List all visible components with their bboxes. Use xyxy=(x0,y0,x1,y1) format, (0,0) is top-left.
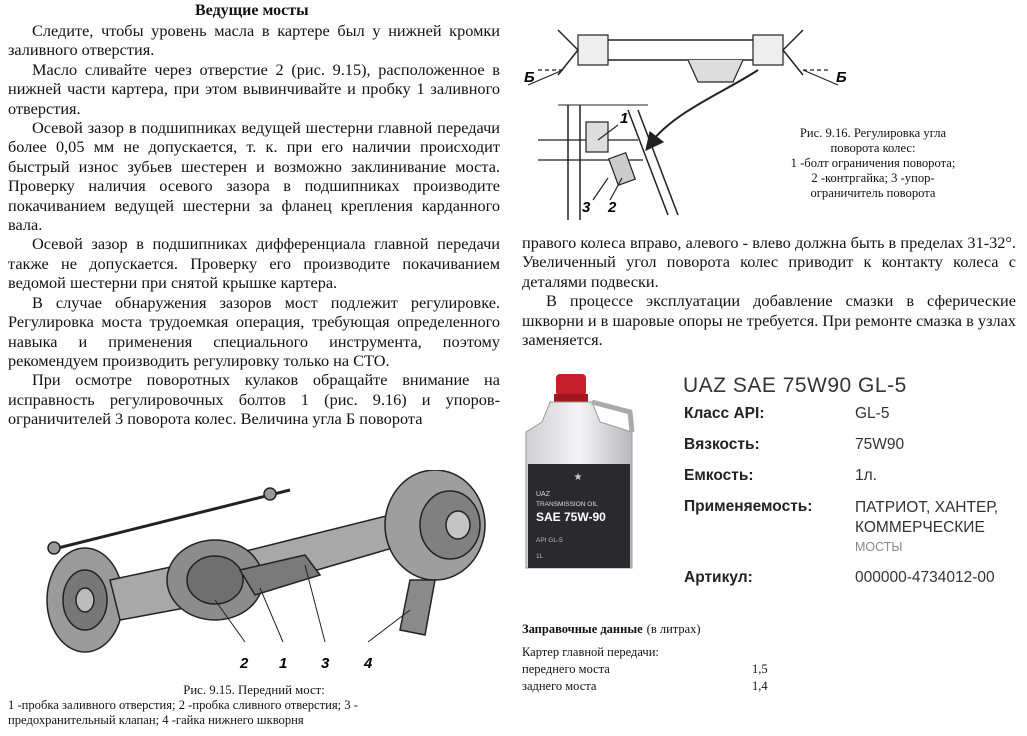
caption-line: 1 -болт ограничения поворота; xyxy=(790,156,956,170)
bottle-line: TRANSMISSION OIL xyxy=(536,501,598,508)
paragraph: В процессе эксплуатации добавление смазки в сферические шкворни и в шаровые опоры не требуется. При ремонте смазка в узлах заменяется. xyxy=(522,291,1016,350)
oil-bottle-image xyxy=(520,372,640,572)
fill-data-row-label: переднего моста xyxy=(522,662,610,676)
figure-915-legend xyxy=(8,698,500,728)
paragraph: Осевой зазор в подшипниках дифференциала главной передачи также не допускается. Проверку его производите покачиванием ведомой шестерни при снятой крышке картера. xyxy=(8,234,500,293)
fill-data-header xyxy=(522,620,701,638)
bottle-grade: SAE 75W-90 xyxy=(536,510,606,524)
fill-data-unit: (в литрах) xyxy=(646,622,701,636)
caption-line: ограничитель поворота xyxy=(810,186,936,200)
spec-value-capacity: 1л. xyxy=(855,467,877,484)
callout-4: 4 xyxy=(364,655,373,672)
callout-1: 1 xyxy=(620,110,629,127)
callout-3: 3 xyxy=(582,199,591,216)
product-title: UAZ SAE 75W90 GL-5 xyxy=(683,374,907,397)
spec-value-applicability: ПАТРИОТ, ХАНТЕР, КОММЕРЧЕСКИЕ xyxy=(855,499,999,536)
paragraph: Осевой зазор в подшипниках ведущей шестерни главной передачи более 0,05 мм не допускается, т. к. при его наличии происходит быстрый износ зубьев шестерен и возможно заклинивание моста. Проверку наличия осевого зазора в подшипниках производите покачиванием ведущей шестерни за фланец крепления карданного вала. xyxy=(8,118,500,235)
spec-value-article: 000000-4734012-00 xyxy=(855,569,995,586)
left-column-text xyxy=(8,21,500,429)
angle-label-right: Б xyxy=(836,69,847,86)
caption-line: предохранительный клапан; 4 -гайка нижнего шкворня xyxy=(8,713,304,727)
fill-data-row-value: 1,4 xyxy=(752,679,768,693)
right-column-text xyxy=(522,233,1016,349)
paragraph: В случае обнаружения зазоров мост подлежит регулировке. Регулировка моста трудоемкая операция, требующая определенного навыка и применения специального инструмента, поэтому рекомендуем производить регулировку только на СТО. xyxy=(8,292,500,370)
caption-line: поворота колес: xyxy=(830,141,916,155)
section-title: Ведущие мосты xyxy=(195,2,309,19)
paragraph: правого колеса вправо, алевого - влево должна быть в пределах 31-32°. Увеличенный угол поворота колес приводит к контакту колеса с деталями подвески. xyxy=(522,233,1016,291)
caption-line: Рис. 9.16. Регулировка угла xyxy=(799,126,947,140)
fill-data-title: Заправочные данные xyxy=(522,622,643,636)
caption-line: 2 -контргайка; 3 -упор- xyxy=(811,171,935,185)
axle-illustration xyxy=(47,470,485,652)
caption-line: 1 -пробка заливного отверстия; 2 -пробка сливного отверстия; 3 - xyxy=(8,698,358,712)
bottle-volume: 1L xyxy=(536,553,544,560)
spec-value-viscosity: 75W90 xyxy=(855,436,905,453)
callout-3: 3 xyxy=(321,655,330,672)
spec-label-applicability: Применяемость: xyxy=(684,498,813,515)
paragraph: Масло сливайте через отверстие 2 (рис. 9.15), расположенное в нижней части картера, при этом вывинчивайте и пробку 1 заливного отверстия. xyxy=(8,59,500,118)
spec-note-applicability: МОСТЫ xyxy=(855,540,903,554)
paragraph: При осмотре поворотных кулаков обращайте внимание на исправность регулировочных болтов 1 (рис. 9.16) и упоров-ограничителей 3 поворота колес. Величина угла Б поворота xyxy=(8,370,500,429)
spec-label-capacity: Емкость: xyxy=(684,467,754,484)
spec-label-api: Класс API: xyxy=(684,405,765,422)
bottle-api: API GL-5 xyxy=(536,537,563,544)
spec-label-article: Артикул: xyxy=(684,569,753,586)
spec-value-api: GL-5 xyxy=(855,405,890,422)
front-axle-figure xyxy=(40,470,510,680)
fill-data-row-value: 1,5 xyxy=(752,662,768,676)
fill-data-row-label: заднего моста xyxy=(522,679,597,693)
callout-2: 2 xyxy=(240,655,249,672)
spec-label-viscosity: Вязкость: xyxy=(684,436,760,453)
svg-text:★: ★ xyxy=(573,472,583,483)
callout-1: 1 xyxy=(279,655,288,672)
bottle-brand: UAZ xyxy=(536,491,550,498)
figure-916-caption xyxy=(770,126,976,201)
callout-2: 2 xyxy=(608,199,617,216)
angle-label-left: Б xyxy=(524,69,535,86)
paragraph: Следите, чтобы уровень масла в картере был у нижней кромки заливного отверстия. xyxy=(8,21,500,60)
fill-data-group: Картер главной передачи: xyxy=(522,645,659,659)
figure-915-caption xyxy=(8,682,500,699)
caption-title: Рис. 9.15. Передний мост: xyxy=(183,683,325,697)
